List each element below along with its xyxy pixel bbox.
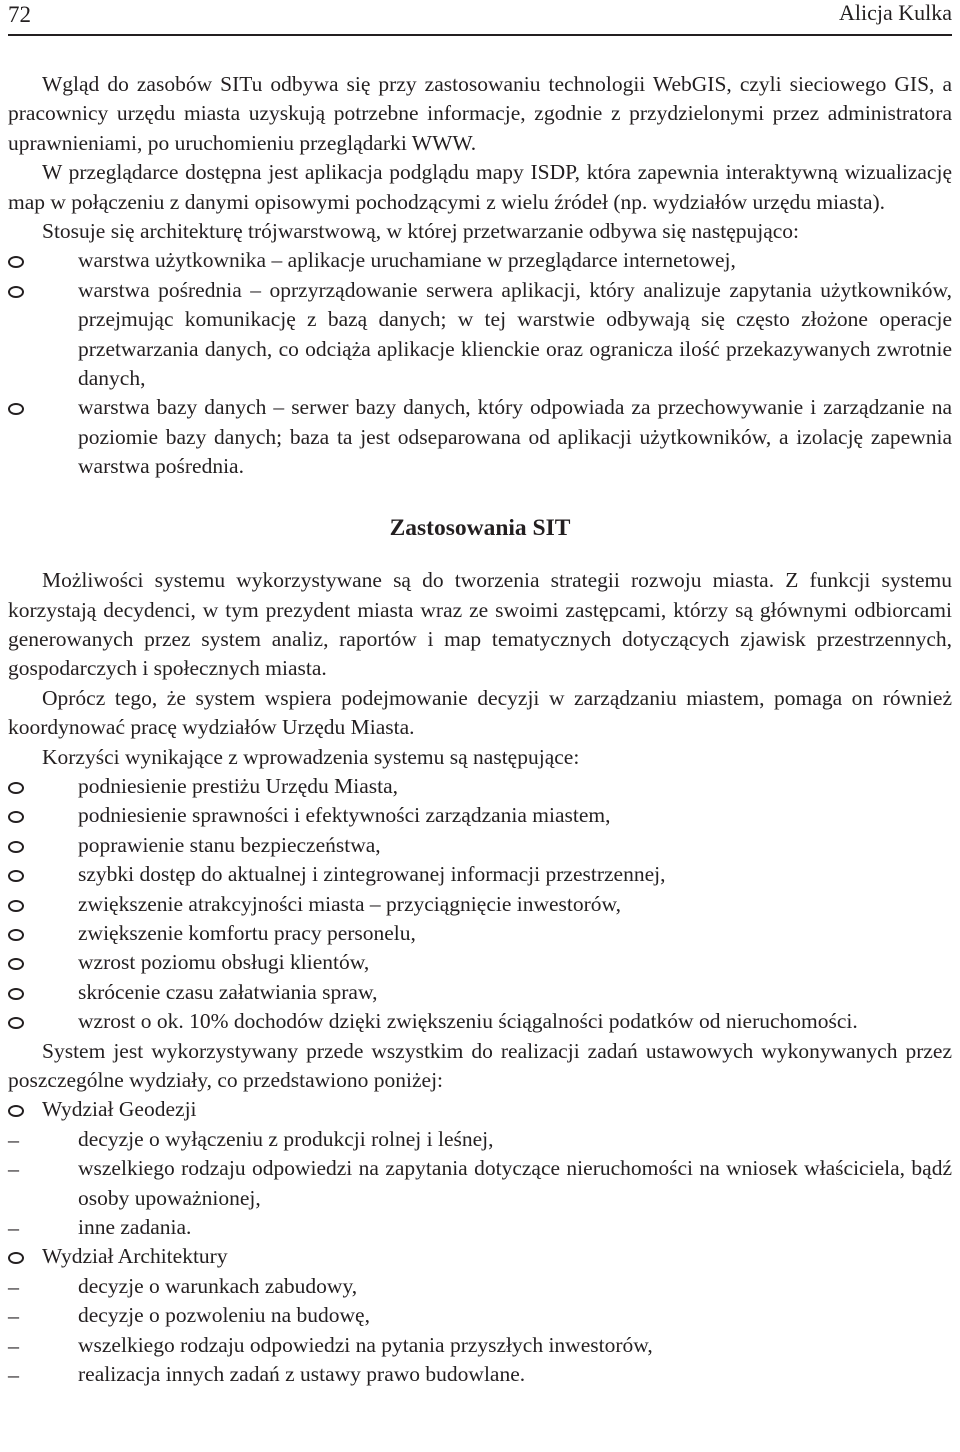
- list-item: szybki dostęp do aktualnej i zintegrowanej informacji przestrzennej,: [8, 860, 952, 889]
- section-paragraph-2: Oprócz tego, że system wspiera podejmowanie decyzji w zarządzaniu miastem, pomaga on również koordynować pracę wydziałów Urzędu Miasta.: [8, 685, 952, 740]
- list-item: – inne zadania.: [8, 1213, 952, 1242]
- bullet-icon: [8, 948, 24, 977]
- dash-icon: –: [8, 1126, 19, 1152]
- list-item: – decyzje o warunkach zabudowy,: [8, 1272, 952, 1301]
- department-geodesy: Wydział Geodezji: [8, 1095, 952, 1124]
- dash-icon: –: [8, 1332, 19, 1358]
- dash-icon: –: [8, 1303, 19, 1329]
- bullet-icon: [8, 978, 24, 1007]
- page-header: [8, 0, 952, 36]
- list-item: – decyzje o pozwoleniu na budowę,: [8, 1301, 952, 1330]
- benefits-list: [8, 772, 952, 1037]
- bullet-icon: [8, 831, 24, 860]
- list-item: wzrost o ok. 10% dochodów dzięki zwiększeniu ściągalności podatków od nieruchomości.: [8, 1007, 952, 1036]
- layers-list: [8, 246, 952, 481]
- bullet-icon: [8, 919, 24, 948]
- list-item: podniesienie prestiżu Urzędu Miasta,: [8, 772, 952, 801]
- intro-paragraph-1: Wgląd do zasobów SITu odbywa się przy zastosowaniu technologii WebGIS, czyli sieciowego GIS, a pracownicy urzędu miasta uzyskują potrzebne informacje, zgodnie z przydzielonymi przez administratora uprawnieniami, po uruchomieniu przeglądarki WWW.: [8, 72, 952, 155]
- section-paragraph-1: Możliwości systemu wykorzystywane są do tworzenia strategii rozwoju miasta. Z funkcji systemu korzystają decydenci, w tym prezydent miasta wraz ze swoimi zastępcami, którzy są głównymi odbiorcami generowanych przez system analiz, raportów i map tematycznych dotyczących zjawisk przestrzennych, gospodarczych i społecznych miasta.: [8, 568, 952, 681]
- page-body: [8, 70, 952, 1389]
- list-item: – wszelkiego rodzaju odpowiedzi na zapytania dotyczące nieruchomości na wniosek właściciela, bądź osoby upoważnionej,: [8, 1156, 952, 1210]
- section-paragraph-3: Korzyści wynikające z wprowadzenia systemu są następujące:: [42, 744, 580, 769]
- bullet-icon: [8, 246, 24, 275]
- department-architecture: Wydział Architektury: [8, 1242, 952, 1271]
- bullet-icon: [8, 860, 24, 889]
- list-item: warstwa użytkownika – aplikacje uruchamiane w przeglądarce internetowej,: [8, 246, 952, 275]
- list-item: wzrost poziomu obsługi klientów,: [8, 948, 952, 977]
- running-head-author: Alicja Kulka: [838, 0, 952, 25]
- dash-icon: –: [8, 1215, 19, 1241]
- bullet-icon: [8, 772, 24, 801]
- list-item: poprawienie stanu bezpieczeństwa,: [8, 831, 952, 860]
- bullet-icon: [8, 1007, 24, 1036]
- list-item: – realizacja innych zadań z ustawy prawo budowlane.: [8, 1360, 952, 1389]
- list-item: zwiększenie komfortu pracy personelu,: [8, 919, 952, 948]
- dash-icon: –: [8, 1362, 19, 1388]
- bullet-icon: [8, 276, 24, 305]
- section-heading: Zastosowania SIT: [389, 514, 571, 541]
- list-item: – decyzje o wyłączeniu z produkcji rolnej i leśnej,: [8, 1125, 952, 1154]
- dash-icon: –: [8, 1156, 19, 1182]
- list-item: – wszelkiego rodzaju odpowiedzi na pytania przyszłych inwestorów,: [8, 1331, 952, 1360]
- list-item: skrócenie czasu załatwiania spraw,: [8, 978, 952, 1007]
- bullet-icon: [8, 890, 24, 919]
- page-number: 72: [8, 2, 31, 27]
- bullet-icon: [8, 1242, 24, 1271]
- dash-icon: –: [8, 1273, 19, 1299]
- intro-paragraph-3: Stosuje się architekturę trójwarstwową, w której przetwarzanie odbywa się następująco:: [42, 219, 800, 244]
- list-item: warstwa pośrednia – oprzyrządowanie serwera aplikacji, który analizuje zapytania użytkowników, przejmując komunikację z bazą danych; w tej warstwie odbywają się często złożone operacje przetwarzania danych, co odciąża aplikacje klienckie oraz ogranicza ilość przekazywanych zwrotnie danych,: [8, 276, 952, 394]
- bullet-icon: [8, 393, 24, 422]
- bullet-icon: [8, 801, 24, 830]
- section-paragraph-4: System jest wykorzystywany przede wszystkim do realizacji zadań ustawowych wykonywanych przez poszczególne wydziały, co przedstawiono poniżej:: [8, 1038, 952, 1092]
- intro-paragraph-2: W przeglądarce dostępna jest aplikacja podglądu mapy ISDP, która zapewnia interaktywną wizualizację map w połączeniu z danymi opisowymi pochodzącymi z wielu źródeł (np. wydziałów urzędu miasta).: [8, 160, 952, 214]
- list-item: zwiększenie atrakcyjności miasta – przyciągnięcie inwestorów,: [8, 890, 952, 919]
- list-item: podniesienie sprawności i efektywności zarządzania miastem,: [8, 801, 952, 830]
- list-item: warstwa bazy danych – serwer bazy danych, który odpowiada za przechowywanie i zarządzanie na poziomie bazy danych; baza ta jest odseparowana od aplikacji użytkowników, a izolację zapewnia warstwa pośrednia.: [8, 393, 952, 481]
- departments-list: [8, 1095, 952, 1389]
- bullet-icon: [8, 1095, 24, 1124]
